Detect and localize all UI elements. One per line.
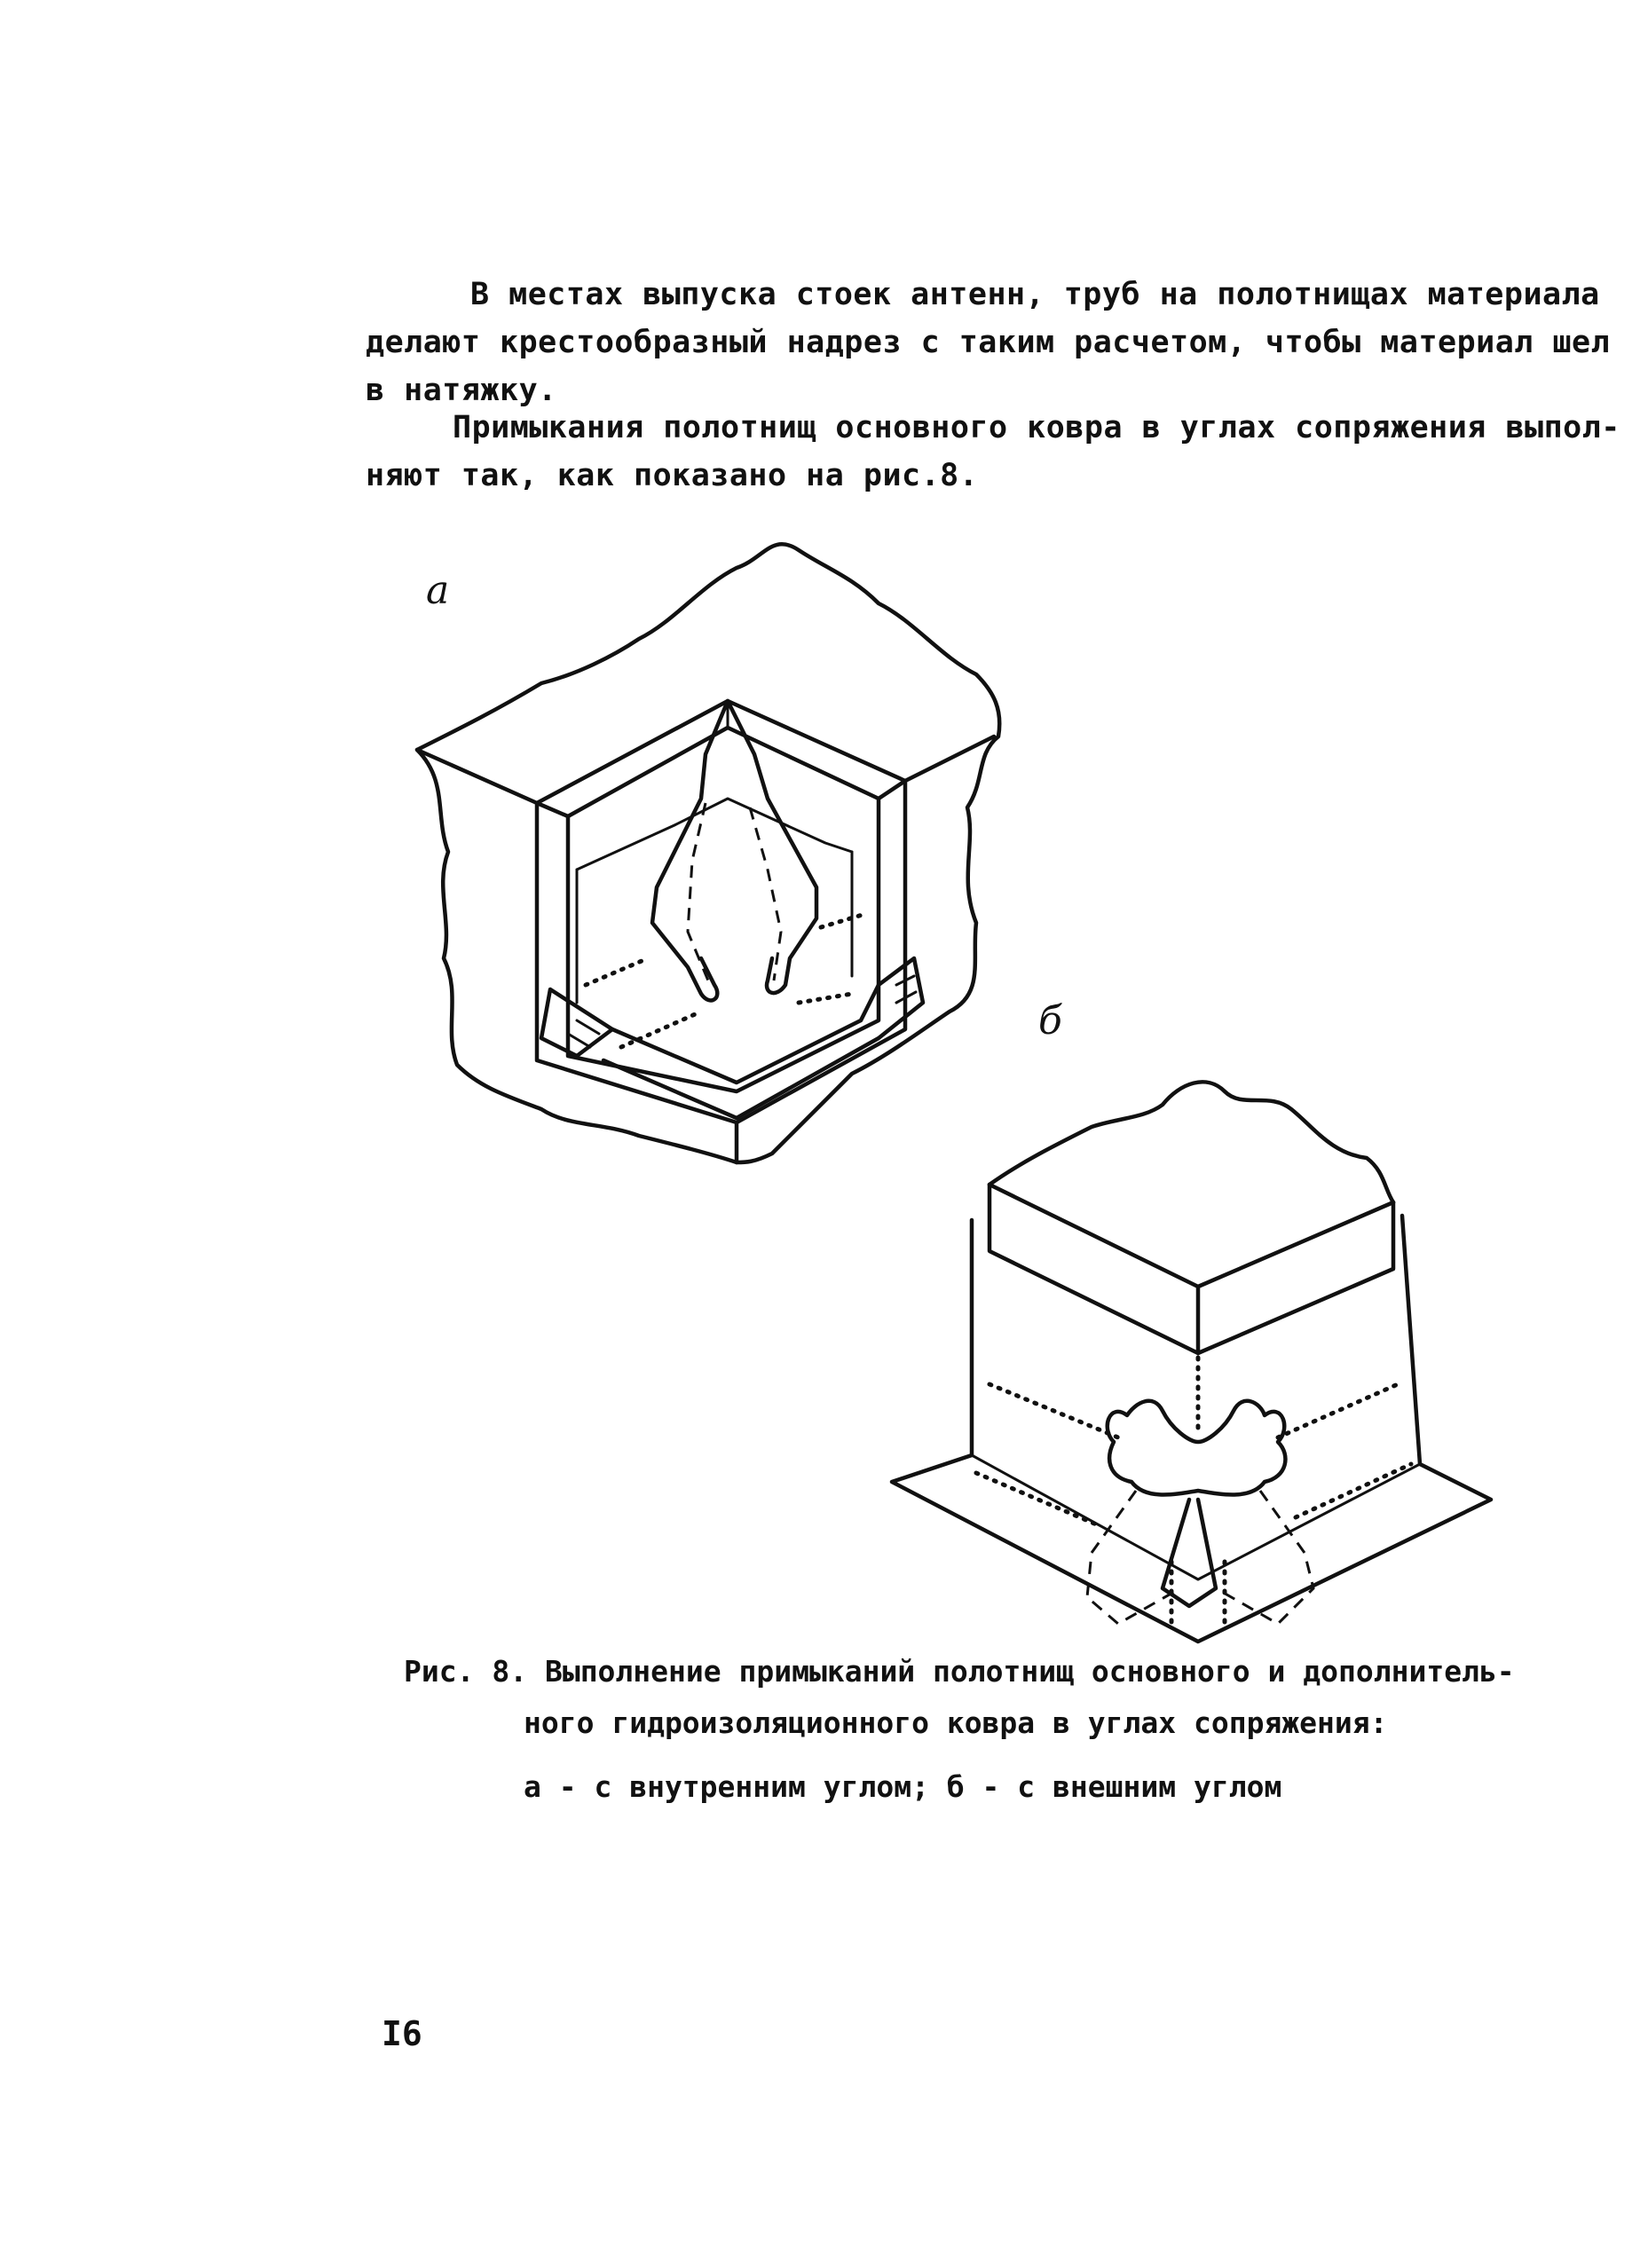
figure-caption — [404, 1646, 1515, 1697]
paragraph-1-line-3: в натяжку. — [366, 373, 557, 408]
paragraph-1-line-1: В местах выпуска стоек антенн, труб на полотнищах материала — [470, 277, 1600, 312]
drawing-a-inner-corner — [417, 544, 999, 1162]
caption-prefix: Рис. 8. — [404, 1654, 528, 1689]
figure-caption-line-3: а - с внутренним углом; б - с внешним углом — [524, 1769, 1282, 1804]
paragraph-2-line-1: Примыкания полотнищ основного ковра в углах сопряжения выпол- — [453, 410, 1620, 445]
caption-line-1: Выполнение примыканий полотнищ основного и дополнитель- — [544, 1654, 1515, 1689]
figure-label-a: а — [426, 568, 450, 613]
drawing-b-outer-corner — [892, 1082, 1491, 1642]
paragraph-1-line-2: делают крестообразный надрез с таким расчетом, чтобы материал шел — [366, 325, 1611, 360]
paragraph-2-line-2: няют так, как показано на рис.8. — [366, 458, 979, 493]
figure-label-b: б — [1038, 998, 1062, 1043]
figure-caption-line-2: ного гидроизоляционного ковра в углах сопряжения: — [524, 1705, 1388, 1740]
page-number: I6 — [382, 2014, 422, 2053]
